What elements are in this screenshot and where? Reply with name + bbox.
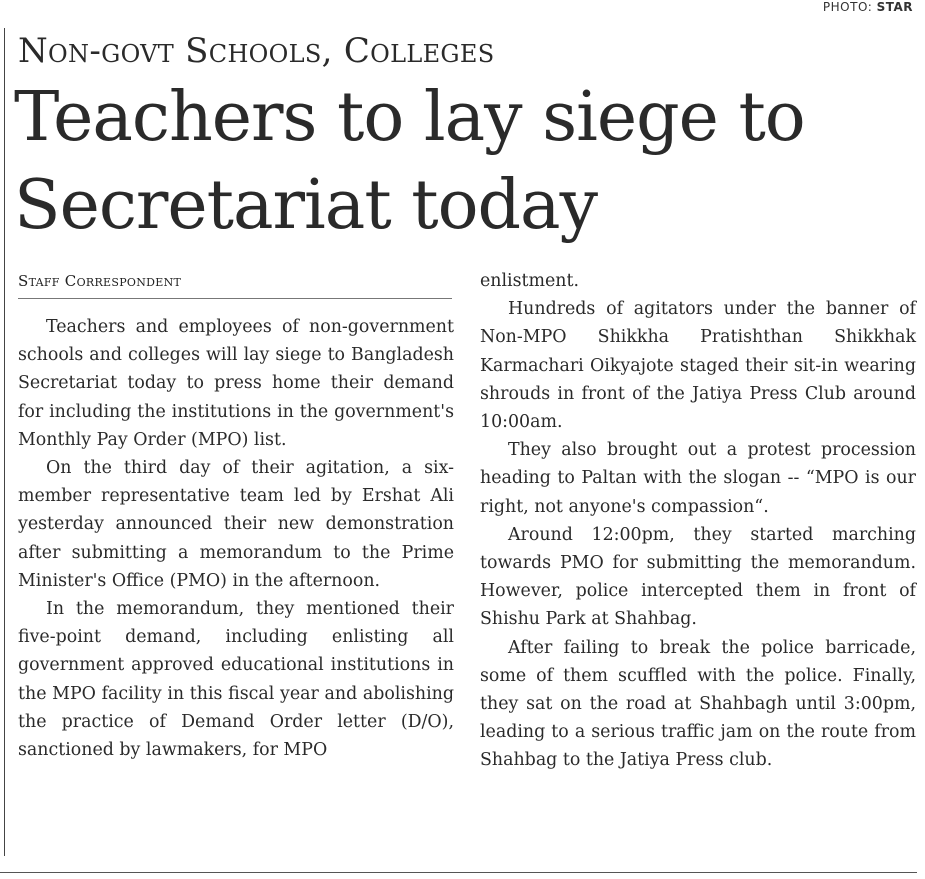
paragraph: Hundreds of agitators under the banner of Non-MPO Shikkha Pratishthan Shikkhak Karmachari Oikyajote staged their sit-in wearing shrouds in front of the Jatiya Press Club around 10:00am.	[480, 299, 916, 433]
photo-credit	[823, 0, 913, 14]
byline: Staff Correspondent	[18, 272, 452, 299]
headline: Teachers to lay siege to Secretariat today	[14, 78, 805, 245]
paragraph: On the third day of their agitation, a six-member representative team led by Ershat Ali yesterday announced their new demonstration after submitting a memorandum to the Prime Minister's Office (PMO) in the afternoon.	[18, 458, 454, 591]
bottom-rule	[0, 872, 917, 873]
paragraph-continued: enlistment.	[480, 271, 580, 291]
paragraph: They also brought out a protest procession heading to Paltan with the slogan -- “MPO is our right, not anyone's compassion“.	[480, 440, 916, 517]
left-column-rule	[4, 28, 5, 856]
kicker: Non-govt Schools, Colleges	[18, 31, 495, 71]
article-column-2	[480, 267, 916, 775]
paragraph: In the memorandum, they mentioned their five-point demand, including enlisting all government approved educational institutions in the MPO facility in this fiscal year and abolishing the practice of Demand Order letter (D/O), sanctioned by lawmakers, for MPO	[18, 599, 454, 761]
photo-credit-source: STAR	[876, 0, 913, 14]
paragraph: Teachers and employees of non-government schools and colleges will lay siege to Bangladesh Secretariat today to press home their demand for including the institutions in the government's Monthly Pay Order (MPO) list.	[18, 317, 454, 450]
paragraph: After failing to break the police barricade, some of them scuffled with the police. Finally, they sat on the road at Shahbagh until 3:00pm, leading to a serious traffic jam on the route from Shahbag to the Jatiya Press club.	[480, 637, 916, 771]
photo-credit-label: PHOTO:	[822, 0, 873, 14]
paragraph: Around 12:00pm, they started marching towards PMO for submitting the memorandum. However, police intercepted them in front of Shishu Park at Shahbag.	[480, 524, 916, 630]
article-column-1	[18, 313, 454, 764]
